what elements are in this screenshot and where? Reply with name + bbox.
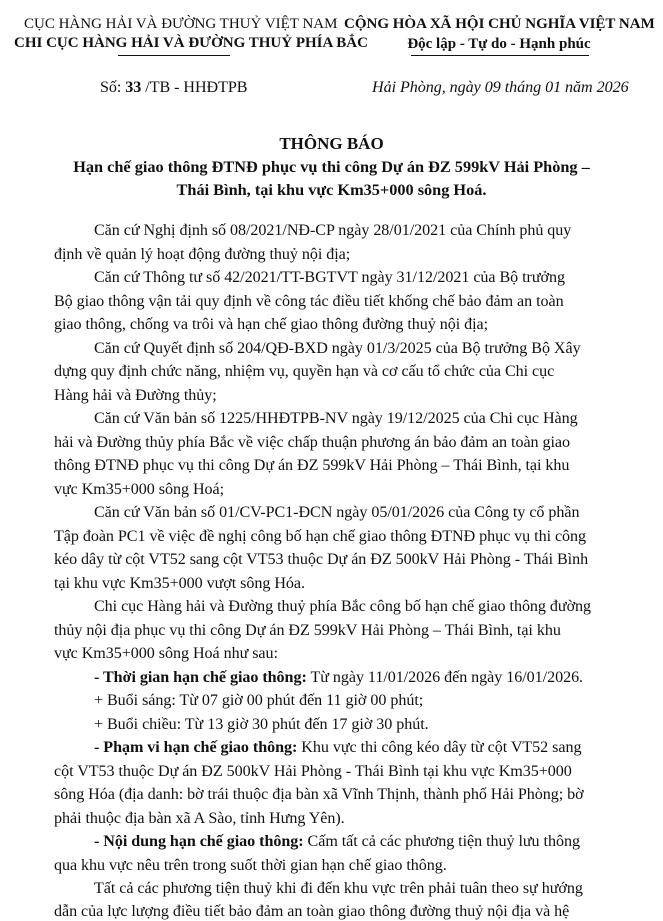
body-line: giao thông, chống va trôi và hạn chế giao thông đường thuỷ nội địa;: [54, 316, 489, 333]
document-subject-line1: Hạn chế giao thông ĐTNĐ phục vụ thi công Dự án ĐZ 599kV Hải Phòng –: [73, 157, 590, 176]
restriction-content: [94, 833, 580, 851]
body-line: Tập đoàn PC1 về việc đề nghị công bố hạn chế giao thông ĐTNĐ phục vụ thi công: [54, 528, 587, 545]
restriction-time: [94, 669, 583, 687]
restriction-content-label: - Nội dung hạn chế giao thông:: [94, 833, 304, 850]
body-line: Bộ giao thông vận tải quy định về công tác điều tiết khống chế bảo đảm an toàn: [54, 293, 564, 310]
body-line: Căn cứ Quyết định số 204/QĐ-BXD ngày 01/3/2025 của Bộ trưởng Bộ Xây: [94, 340, 581, 357]
morning-schedule: + Buổi sáng: Từ 07 giờ 00 phút đến 11 giờ 00 phút;: [94, 692, 424, 709]
body-line: thủy nội địa phục vụ thi công Dự án ĐZ 599kV Hải Phòng – Thái Bình, tại khu: [54, 622, 561, 639]
body-line: hải và Đường thủy phía Bắc về việc chấp thuận phương án bảo đảm an toàn giao: [54, 434, 571, 451]
body-line: vực Km35+000 sông Hoá như sau:: [54, 645, 278, 662]
body-line: qua khu vực nêu trên trong suốt thời gian hạn chế giao thông.: [54, 857, 447, 874]
document-number-value: 33: [125, 79, 142, 96]
body-line: phải thuộc địa bàn xã A Sào, tỉnh Hưng Yên).: [54, 810, 345, 827]
restriction-content-text: Cấm tất cả các phương tiện thuỷ lưu thông: [303, 833, 580, 850]
national-motto: Độc lập - Tự do - Hạnh phúc: [407, 36, 591, 52]
body-line: cột VT53 thuộc Dự án ĐZ 500kV Hải Phòng - Thái Bình tại khu vực Km35+000: [54, 763, 572, 780]
body-line: Căn cứ Nghị định số 08/2021/NĐ-CP ngày 28/01/2021 của Chính phủ quy: [94, 222, 572, 239]
body-line: thông ĐTNĐ phục vụ thi công Dự án ĐZ 599kV Hải Phòng – Thái Bình, tại khu: [54, 457, 570, 474]
restriction-scope-label: - Phạm vi hạn chế giao thông:: [94, 739, 298, 756]
document-number-prefix: Số:: [100, 79, 126, 96]
document-subject-line2: Thái Bình, tại khu vực Km35+000 sông Hoá.: [176, 180, 487, 199]
document-number-suffix: /TB - HHĐTPB: [141, 79, 248, 96]
body-line: Hàng hải và Đường thủy;: [54, 387, 217, 404]
place-and-date: Hải Phòng, ngày 09 tháng 01 năm 2026: [372, 79, 629, 96]
national-title: CỘNG HÒA XÃ HỘI CHỦ NGHĨA VIỆT NAM: [344, 16, 655, 32]
document-heading: THÔNG BÁO: [279, 134, 384, 153]
body-line: sông Hóa (địa danh: bờ trái thuộc địa bàn xã Vĩnh Thịnh, thành phố Hải Phòng; bờ: [54, 786, 584, 803]
body-line: Căn cứ Văn bản số 01/CV-PC1-ĐCN ngày 05/01/2026 của Công ty cổ phần: [94, 504, 580, 521]
body-line: Căn cứ Văn bản số 1225/HHĐTPB-NV ngày 19/12/2025 của Chi cục Hàng: [94, 410, 578, 427]
body-line: Tất cả các phương tiện thuỷ khi đi đến khu vực trên phải tuân theo sự hướng: [94, 880, 583, 897]
restriction-scope: [94, 739, 581, 757]
body-line: dựng quy định chức năng, nhiệm vụ, quyền hạn và cơ cấu tổ chức của Chi cục: [54, 363, 555, 380]
issuing-agency-parent: CỤC HÀNG HẢI VÀ ĐƯỜNG THUỶ VIỆT NAM: [24, 16, 338, 32]
body-line: tại khu vực Km35+000 vượt sông Hóa.: [54, 575, 305, 592]
body-line: Chi cục Hàng hải và Đường thuỷ phía Bắc công bố hạn chế giao thông đường: [94, 598, 592, 615]
document-number: [100, 79, 248, 97]
afternoon-schedule: + Buổi chiều: Từ 13 giờ 30 phút đến 17 giờ 30 phút.: [94, 716, 429, 733]
restriction-time-text: Từ ngày 11/01/2026 đến ngày 16/01/2026.: [306, 669, 584, 686]
agency-underline: [118, 55, 230, 56]
motto-underline: [411, 55, 589, 56]
body-line: định về quản lý hoạt động đường thuỷ nội địa;: [54, 246, 351, 263]
body-line: dẫn của lực lượng điều tiết bảo đảm an toàn giao thông đường thuỷ nội địa và hệ: [54, 903, 570, 920]
issuing-agency: CHI CỤC HÀNG HẢI VÀ ĐƯỜNG THUỶ PHÍA BẮC: [14, 35, 368, 51]
restriction-scope-text: Khu vực thi công kéo dây từ cột VT52 sang: [297, 739, 582, 756]
body-line: kéo dây từ cột VT52 sang cột VT53 thuộc Dự án ĐZ 500kV Hải Phòng - Thái Bình: [54, 551, 589, 568]
body-line: Căn cứ Thông tư số 42/2021/TT-BGTVT ngày 31/12/2021 của Bộ trưởng: [94, 269, 565, 286]
restriction-time-label: - Thời gian hạn chế giao thông:: [94, 669, 307, 686]
body-line: vực Km35+000 sông Hoá;: [54, 481, 225, 498]
